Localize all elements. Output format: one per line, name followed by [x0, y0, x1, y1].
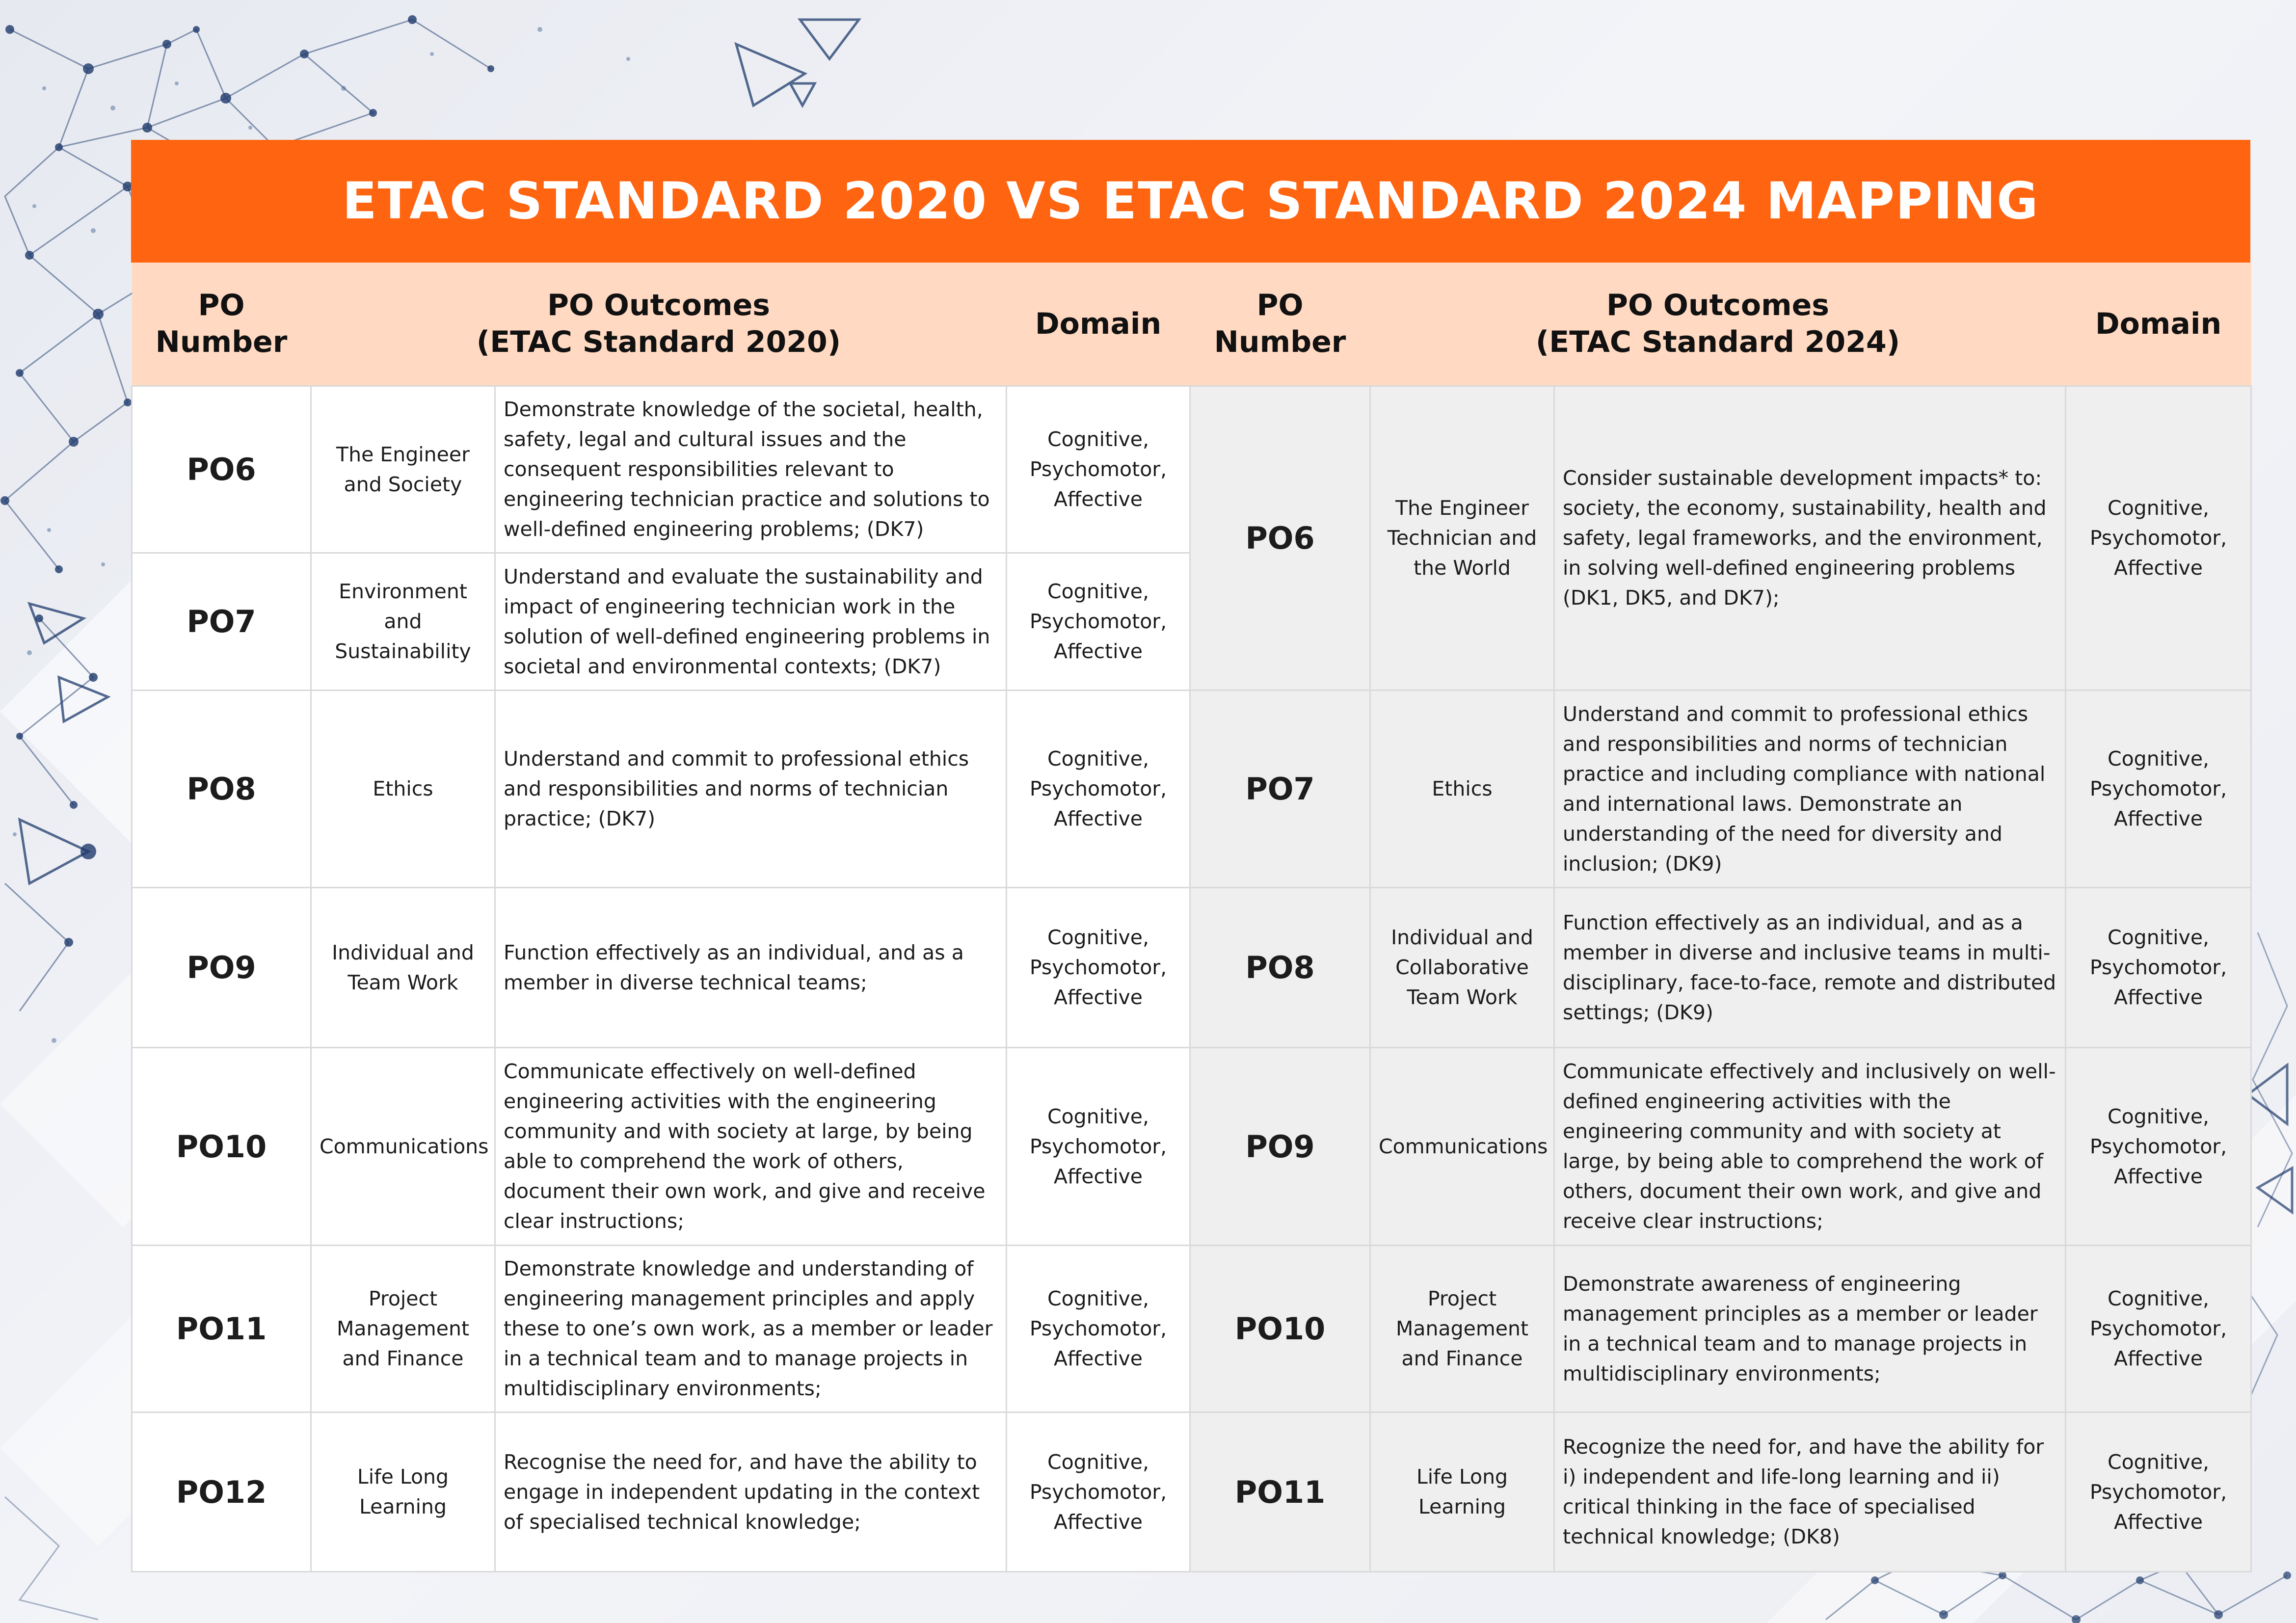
po-number-2024: PO10	[1190, 1246, 1370, 1412]
po-domain-2024: Cognitive, Psychomotor, Affective	[2066, 1246, 2251, 1412]
table-row	[132, 888, 2251, 1048]
po-description-2024: Communicate effectively and inclusively on well-defined engineering activities with the engineering community and with society at large, by being able to comprehend the work of others, document their own work, and give and receive clear instructions;	[1554, 1048, 2066, 1246]
po-description-2020: Demonstrate knowledge and understanding of engineering management principles and apply these to one’s own work, as a member or leader in a technical team and to manage projects in multidisciplinary environments;	[495, 1246, 1007, 1412]
po-domain-2020: Cognitive, Psychomotor, Affective	[1007, 888, 1190, 1048]
table-row	[132, 1246, 2251, 1412]
po-description-2020: Understand and evaluate the sustainability and impact of engineering technician work in the solution of well-defined engineering problems in societal and environmental contexts; (DK7)	[495, 553, 1007, 691]
po-number-2020: PO10	[132, 1048, 311, 1246]
po-domain-2020: Cognitive, Psychomotor, Affective	[1007, 1048, 1190, 1246]
po-number-2020: PO6	[132, 386, 311, 553]
po-topic-2024: Communications	[1370, 1048, 1554, 1246]
po-domain-2024: Cognitive, Psychomotor, Affective	[2066, 1048, 2251, 1246]
po-description-2024: Recognize the need for, and have the ability for i) independent and life-long learning and ii) critical thinking in the face of specialised technical knowledge; (DK8)	[1554, 1412, 2066, 1572]
header-domain-2024: Domain	[2066, 263, 2251, 386]
po-number-2024: PO11	[1190, 1412, 1370, 1572]
po-topic-2020: Ethics	[311, 691, 495, 888]
po-domain-2024: Cognitive, Psychomotor, Affective	[2066, 386, 2251, 691]
header-outcomes-2020: PO Outcomes (ETAC Standard 2020)	[311, 263, 1007, 386]
table-row	[132, 386, 2251, 553]
po-description-2020: Communicate effectively on well-defined engineering activities with the engineering community and with society at large, by being able to comprehend the work of others, document their own work, and give and receive clear instructions;	[495, 1048, 1007, 1246]
po-number-2020: PO7	[132, 553, 311, 691]
po-topic-2024: Life Long Learning	[1370, 1412, 1554, 1572]
table-row	[132, 691, 2251, 888]
page-title: ETAC STANDARD 2020 VS ETAC STANDARD 2024 MAPPING	[131, 140, 2250, 263]
table-row	[132, 1412, 2251, 1572]
po-domain-2024: Cognitive, Psychomotor, Affective	[2066, 888, 2251, 1048]
po-topic-2020: Individual and Team Work	[311, 888, 495, 1048]
po-number-2020: PO11	[132, 1246, 311, 1412]
po-number-2024: PO8	[1190, 888, 1370, 1048]
po-domain-2024: Cognitive, Psychomotor, Affective	[2066, 1412, 2251, 1572]
po-topic-2020: Life Long Learning	[311, 1412, 495, 1572]
po-number-2024: PO9	[1190, 1048, 1370, 1246]
po-topic-2024: Project Management and Finance	[1370, 1246, 1554, 1412]
po-topic-2024: Ethics	[1370, 691, 1554, 888]
mapping-sheet	[131, 140, 2250, 1572]
po-topic-2020: Project Management and Finance	[311, 1246, 495, 1412]
po-description-2020: Recognise the need for, and have the ability to engage in independent updating in the context of specialised technical knowledge;	[495, 1412, 1007, 1572]
po-topic-2020: Communications	[311, 1048, 495, 1246]
header-po-number-2020: PO Number	[132, 263, 311, 386]
po-domain-2024: Cognitive, Psychomotor, Affective	[2066, 691, 2251, 888]
po-description-2020: Function effectively as an individual, and as a member in diverse technical teams;	[495, 888, 1007, 1048]
po-domain-2020: Cognitive, Psychomotor, Affective	[1007, 1412, 1190, 1572]
po-topic-2024: Individual and Collaborative Team Work	[1370, 888, 1554, 1048]
po-domain-2020: Cognitive, Psychomotor, Affective	[1007, 386, 1190, 553]
po-description-2024: Function effectively as an individual, and as a member in diverse and inclusive teams in multi-disciplinary, face-to-face, remote and distributed settings; (DK9)	[1554, 888, 2066, 1048]
po-number-2020: PO12	[132, 1412, 311, 1572]
po-number-2024: PO6	[1190, 386, 1370, 691]
po-number-2024: PO7	[1190, 691, 1370, 888]
header-outcomes-2024: PO Outcomes (ETAC Standard 2024)	[1370, 263, 2066, 386]
mapping-table	[131, 263, 2252, 1572]
po-description-2024: Understand and commit to professional ethics and responsibilities and norms of technician practice and including compliance with national and international laws. Demonstrate an understanding of the need for diversity and inclusion; (DK9)	[1554, 691, 2066, 888]
header-domain-2020: Domain	[1007, 263, 1190, 386]
po-domain-2020: Cognitive, Psychomotor, Affective	[1007, 1246, 1190, 1412]
po-description-2020: Understand and commit to professional ethics and responsibilities and norms of technician practice; (DK7)	[495, 691, 1007, 888]
header-po-number-2024: PO Number	[1190, 263, 1370, 386]
po-topic-2024: The Engineer Technician and the World	[1370, 386, 1554, 691]
po-topic-2020: Environment and Sustainability	[311, 553, 495, 691]
po-number-2020: PO9	[132, 888, 311, 1048]
header-row	[132, 263, 2251, 386]
po-domain-2020: Cognitive, Psychomotor, Affective	[1007, 553, 1190, 691]
po-description-2024: Consider sustainable development impacts* to: society, the economy, sustainability, health and safety, legal frameworks, and the environment, in solving well-defined engineering problems (DK1, DK5, and DK7);	[1554, 386, 2066, 691]
table-row	[132, 1048, 2251, 1246]
po-topic-2020: The Engineer and Society	[311, 386, 495, 553]
po-description-2024: Demonstrate awareness of engineering management principles as a member or leader in a technical team and to manage projects in multidisciplinary environments;	[1554, 1246, 2066, 1412]
po-number-2020: PO8	[132, 691, 311, 888]
po-domain-2020: Cognitive, Psychomotor, Affective	[1007, 691, 1190, 888]
po-description-2020: Demonstrate knowledge of the societal, health, safety, legal and cultural issues and the consequent responsibilities relevant to engineering technician practice and solutions to well-defined engineering problems; (DK7)	[495, 386, 1007, 553]
